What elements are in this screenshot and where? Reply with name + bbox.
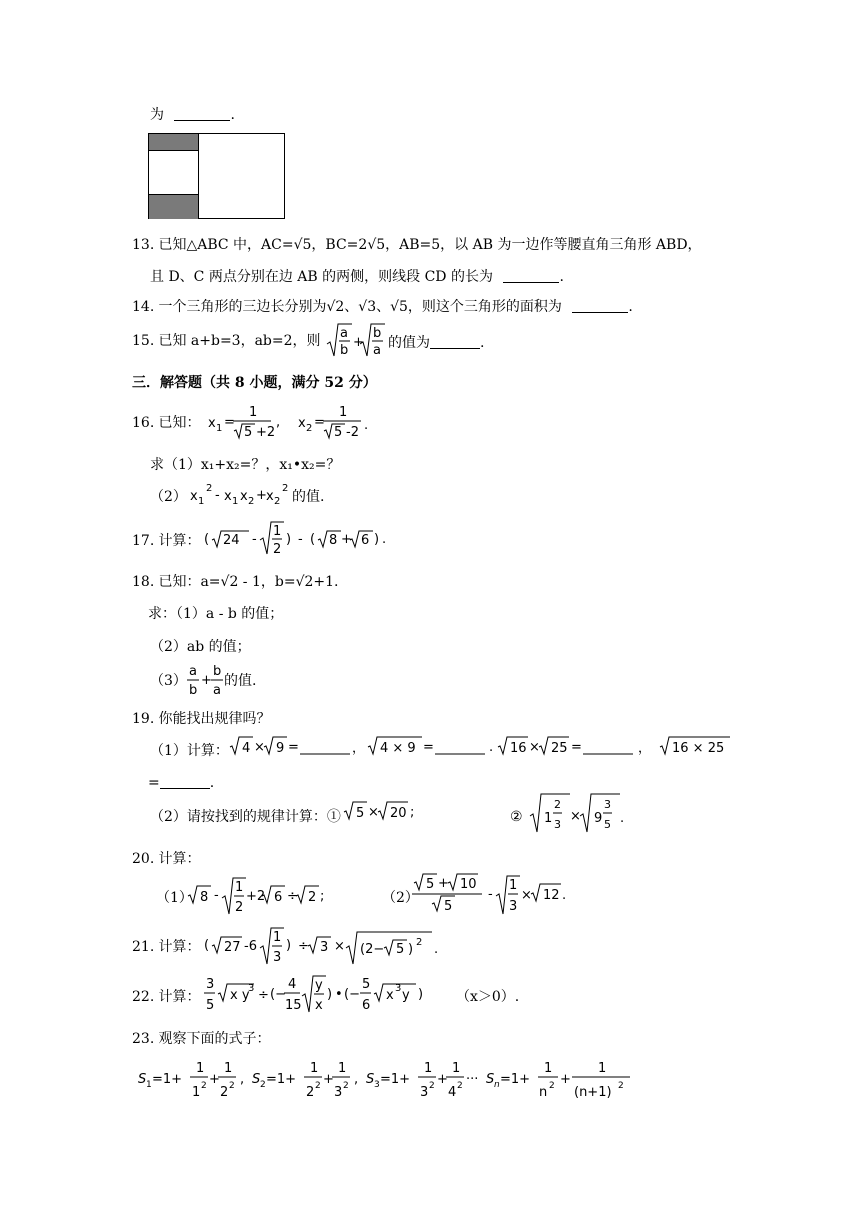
svg-text:2: 2 xyxy=(235,900,244,915)
svg-text:3: 3 xyxy=(604,798,611,811)
svg-text:4 × 9: 4 × 9 xyxy=(380,741,416,756)
svg-text:1: 1 xyxy=(196,1061,205,1076)
svg-text:12: 12 xyxy=(543,888,560,903)
svg-text:): ) xyxy=(374,532,380,547)
svg-text:÷: ÷ xyxy=(287,889,298,904)
svg-text:a: a xyxy=(340,326,348,341)
q20-sub2-formula xyxy=(410,874,580,920)
svg-text:.: . xyxy=(364,418,369,433)
q17-line xyxy=(132,534,200,548)
svg-text:27: 27 xyxy=(224,940,241,955)
svg-text:1: 1 xyxy=(224,1061,233,1076)
svg-text:15: 15 xyxy=(285,998,302,1013)
svg-text:2: 2 xyxy=(248,496,255,507)
svg-text:,: , xyxy=(354,1072,359,1087)
svg-text:×: × xyxy=(334,939,345,954)
q14-text: 一个三角形的三边长分别为√2、√3、√5，则这个三角形的面积为 xyxy=(158,299,562,315)
q18-number: 18. xyxy=(132,574,155,590)
svg-text:24: 24 xyxy=(223,533,240,548)
q16-line xyxy=(132,416,200,430)
svg-text:1: 1 xyxy=(544,1061,553,1076)
svg-text:n: n xyxy=(539,1085,548,1100)
svg-text:3: 3 xyxy=(554,818,561,831)
q18-intro: 已知：a=√2 - 1，b=√2+1. xyxy=(158,574,339,590)
svg-text:5: 5 xyxy=(604,818,611,831)
svg-text:+: + xyxy=(437,1072,448,1087)
q20-number: 20. xyxy=(132,851,155,867)
svg-text:6: 6 xyxy=(362,998,371,1013)
q16-sub1: 求（1）x₁+x₂=？，x₁•x₂=？ xyxy=(150,457,341,473)
svg-text:b: b xyxy=(189,683,198,698)
svg-text:=: = xyxy=(224,415,235,430)
svg-text:1: 1 xyxy=(598,1061,607,1076)
svg-text:a: a xyxy=(373,343,381,358)
svg-text:(n+1): (n+1) xyxy=(574,1085,612,1100)
q13-period: . xyxy=(559,269,564,285)
svg-text:x: x xyxy=(266,489,274,504)
svg-text:=: = xyxy=(571,740,582,755)
svg-text:.: . xyxy=(620,811,625,826)
svg-text:.: . xyxy=(562,888,567,903)
q19-line2 xyxy=(148,774,214,790)
svg-text:S: S xyxy=(138,1072,147,1087)
svg-text:+: + xyxy=(323,1072,334,1087)
svg-text:.: . xyxy=(382,532,387,547)
svg-text:2: 2 xyxy=(201,1081,207,1091)
q19-sub2-formula-1 xyxy=(342,799,442,829)
shaded-top-square xyxy=(149,134,198,151)
svg-text:5: 5 xyxy=(396,942,405,957)
q21-line xyxy=(132,940,200,954)
svg-text:3: 3 xyxy=(509,899,518,914)
q13-line2 xyxy=(150,268,564,284)
svg-text:，: ， xyxy=(638,741,652,756)
q19-sub2-formula-2 xyxy=(528,792,638,838)
q15-line xyxy=(132,334,321,348)
svg-text:(: ( xyxy=(204,938,210,953)
svg-text:S: S xyxy=(366,1072,375,1087)
q19-intro: 你能找出规律吗？ xyxy=(158,711,271,727)
svg-text:): ) xyxy=(327,987,333,1002)
q19-sub2-prefix: （2）请按找到的规律计算：① xyxy=(150,809,341,825)
svg-text:2: 2 xyxy=(282,483,289,494)
svg-text:8: 8 xyxy=(329,533,338,548)
q19-equals: = xyxy=(148,775,160,791)
q18-sub3-prefix: （3） xyxy=(150,673,187,689)
svg-text:): ) xyxy=(408,942,414,957)
answer-blank[interactable] xyxy=(160,774,210,789)
q22-intro: 计算： xyxy=(158,989,201,1005)
svg-text:S: S xyxy=(486,1072,495,1087)
svg-text:x: x xyxy=(208,416,216,431)
q19-number: 19. xyxy=(132,711,155,727)
svg-text:b: b xyxy=(373,326,382,341)
q18-sub1: 求：（1）a - b 的值； xyxy=(148,606,284,622)
svg-text:5: 5 xyxy=(426,877,435,892)
svg-text:5: 5 xyxy=(244,425,253,440)
svg-text:4: 4 xyxy=(288,977,297,992)
svg-text:.: . xyxy=(489,740,494,755)
svg-text:×: × xyxy=(521,888,532,903)
svg-text:×: × xyxy=(254,740,265,755)
svg-text:1: 1 xyxy=(273,524,282,539)
svg-text:1: 1 xyxy=(273,930,282,945)
q21-formula xyxy=(204,926,454,970)
svg-text:1: 1 xyxy=(424,1061,433,1076)
q20-sub2-prefix: （2） xyxy=(382,890,419,906)
svg-text:10: 10 xyxy=(460,877,477,892)
svg-text:2: 2 xyxy=(273,542,282,557)
svg-text:x: x xyxy=(240,489,248,504)
svg-text:x: x xyxy=(298,416,306,431)
svg-text:5: 5 xyxy=(334,425,343,440)
svg-text:+2: +2 xyxy=(256,425,276,440)
q21-number: 21. xyxy=(132,939,155,955)
svg-text:y: y xyxy=(315,978,323,993)
svg-text:8: 8 xyxy=(200,890,209,905)
q13-text-1: 已知△ABC 中，AC=√5，BC=2√5，AB=5，以 AB 为一边作等腰直角三角形 ABD， xyxy=(158,237,702,253)
svg-text:-: - xyxy=(215,488,220,503)
svg-text:=: = xyxy=(288,740,299,755)
svg-text:2: 2 xyxy=(549,1081,555,1091)
q13-text-2: 且 D、C 两点分别在边 AB 的两侧，则线段 CD 的长为 xyxy=(150,269,493,285)
svg-text:2: 2 xyxy=(618,1081,624,1091)
svg-text:20: 20 xyxy=(390,806,407,821)
svg-text:S: S xyxy=(252,1072,261,1087)
svg-text:1: 1 xyxy=(192,1085,201,1100)
svg-text:-6: -6 xyxy=(244,939,257,954)
q16-formula xyxy=(206,402,386,442)
svg-text:2: 2 xyxy=(457,1081,463,1091)
q23-number: 23. xyxy=(132,1031,155,1047)
q15-formula xyxy=(326,322,388,362)
svg-text:=1+: =1+ xyxy=(500,1072,531,1087)
q22-formula xyxy=(204,974,460,1020)
svg-text:1: 1 xyxy=(235,880,244,895)
svg-text:5: 5 xyxy=(206,998,215,1013)
svg-text:+: + xyxy=(438,876,449,891)
q19-line xyxy=(132,712,270,726)
svg-text:-2: -2 xyxy=(346,425,359,440)
svg-text:9: 9 xyxy=(276,741,285,756)
svg-text:3: 3 xyxy=(374,1080,380,1090)
svg-text:9: 9 xyxy=(594,811,603,826)
q22-number: 22. xyxy=(132,989,155,1005)
svg-text:1: 1 xyxy=(509,878,518,893)
svg-text:x: x xyxy=(224,489,232,504)
svg-text:2: 2 xyxy=(220,1085,229,1100)
svg-text:1: 1 xyxy=(338,1061,347,1076)
svg-text:16 × 25: 16 × 25 xyxy=(672,741,725,756)
svg-text:3: 3 xyxy=(334,1085,343,1100)
q16-number: 16. xyxy=(132,415,155,431)
q19-period-2: . xyxy=(209,775,215,791)
svg-text:-: - xyxy=(298,532,303,547)
svg-text:2: 2 xyxy=(308,890,317,905)
svg-text:1: 1 xyxy=(452,1061,461,1076)
svg-text:1: 1 xyxy=(198,496,205,507)
svg-text:(−: (− xyxy=(344,987,360,1002)
q15-period: . xyxy=(480,335,485,351)
svg-text:2: 2 xyxy=(554,798,561,811)
svg-text:3: 3 xyxy=(273,950,282,965)
q18-line xyxy=(132,575,339,589)
svg-text:(: ( xyxy=(310,532,316,547)
svg-text:2: 2 xyxy=(315,1081,321,1091)
svg-text:+: + xyxy=(256,488,267,503)
answer-blank[interactable] xyxy=(174,106,230,121)
svg-text:6: 6 xyxy=(274,890,283,905)
q19-circle-2: ② xyxy=(510,809,523,825)
svg-text:+: + xyxy=(341,532,352,547)
svg-text:3: 3 xyxy=(320,940,329,955)
svg-text:×: × xyxy=(368,805,379,820)
svg-text:;: ; xyxy=(410,805,415,820)
svg-text:.: . xyxy=(434,942,439,957)
q17-intro: 计算： xyxy=(158,533,201,549)
svg-text:+: + xyxy=(560,1072,571,1087)
q16-sub2-prefix: （2） xyxy=(150,489,187,505)
q12-text: 为 xyxy=(150,107,164,123)
svg-text:x y: x y xyxy=(230,988,250,1003)
svg-text:): ) xyxy=(418,987,424,1002)
q18-sub2: （2）ab 的值； xyxy=(150,639,251,655)
svg-text:=: = xyxy=(423,740,434,755)
svg-text:+: + xyxy=(353,335,364,350)
svg-text:•: • xyxy=(335,987,343,1002)
q13-number: 13. xyxy=(132,237,155,253)
q15-tail xyxy=(388,334,484,350)
svg-text:1: 1 xyxy=(232,496,239,507)
svg-text:5: 5 xyxy=(356,806,365,821)
svg-text:6: 6 xyxy=(361,533,370,548)
svg-text:=: = xyxy=(314,415,325,430)
svg-text:2: 2 xyxy=(206,483,213,494)
svg-text:×: × xyxy=(570,809,581,824)
svg-text:···: ··· xyxy=(466,1072,479,1087)
svg-text:1: 1 xyxy=(146,1080,152,1090)
svg-text:-: - xyxy=(252,532,257,547)
svg-text:2: 2 xyxy=(229,1081,235,1091)
q14-number: 14. xyxy=(132,299,155,315)
answer-blank[interactable] xyxy=(572,298,628,313)
svg-text:16: 16 xyxy=(510,741,527,756)
q17-number: 17. xyxy=(132,533,155,549)
svg-text:,: , xyxy=(240,1072,245,1087)
svg-text:): ) xyxy=(286,532,292,547)
q12-period: . xyxy=(230,107,235,123)
section-3-title: 三．解答题（共 8 小题，满分 52 分） xyxy=(132,375,377,391)
q22-line xyxy=(132,990,200,1004)
svg-text:a: a xyxy=(213,683,221,698)
svg-text:1: 1 xyxy=(544,811,553,826)
answer-blank[interactable] xyxy=(503,268,559,283)
svg-text:2: 2 xyxy=(429,1081,435,1091)
q15-number: 15. xyxy=(132,333,155,349)
svg-text:;: ; xyxy=(320,889,325,904)
svg-text:2: 2 xyxy=(343,1081,349,1091)
svg-text:÷: ÷ xyxy=(258,988,269,1003)
svg-text:): ) xyxy=(286,938,292,953)
q17-formula xyxy=(204,520,400,562)
q21-intro: 计算： xyxy=(158,939,201,955)
shaded-bottom-square xyxy=(149,194,198,219)
svg-text:y: y xyxy=(402,988,410,1003)
svg-text:(−: (− xyxy=(270,987,286,1002)
svg-text:b: b xyxy=(213,664,222,679)
svg-text:4: 4 xyxy=(242,741,251,756)
q13-line1 xyxy=(132,238,702,252)
svg-text:2: 2 xyxy=(260,1080,266,1090)
svg-text:a: a xyxy=(189,664,197,679)
q15-text: 已知 a+b=3，ab=2，则 xyxy=(158,333,321,349)
rectangle-figure xyxy=(148,133,285,219)
svg-text:x: x xyxy=(315,998,323,1013)
q15-text-after: 的值为 xyxy=(388,335,430,351)
svg-text:n: n xyxy=(494,1080,500,1090)
q20-sub1-formula xyxy=(186,876,346,920)
q18-sub3-suffix: 的值. xyxy=(224,673,257,689)
svg-text:-: - xyxy=(214,888,219,903)
svg-text:b: b xyxy=(340,343,349,358)
svg-text:25: 25 xyxy=(551,741,568,756)
answer-blank[interactable] xyxy=(430,334,480,349)
svg-text:2: 2 xyxy=(416,937,423,948)
svg-text:=1+: =1+ xyxy=(266,1072,297,1087)
q19-sub1-prefix: （1）计算： xyxy=(150,743,229,759)
svg-text:-: - xyxy=(488,887,493,902)
svg-text:x: x xyxy=(190,489,198,504)
svg-text:5: 5 xyxy=(362,977,371,992)
q20-intro: 计算： xyxy=(158,851,201,867)
svg-text:1: 1 xyxy=(339,405,348,420)
q23-line xyxy=(132,1032,270,1046)
q20-line xyxy=(132,852,200,866)
q23-formula xyxy=(136,1058,646,1106)
svg-text:5: 5 xyxy=(444,899,453,914)
svg-text:×: × xyxy=(529,740,540,755)
svg-text:3: 3 xyxy=(420,1085,429,1100)
svg-text:2: 2 xyxy=(306,1085,315,1100)
svg-text:=1+: =1+ xyxy=(152,1072,183,1087)
svg-text:1: 1 xyxy=(249,405,258,420)
svg-text:3: 3 xyxy=(395,983,402,994)
svg-text:，: ， xyxy=(352,741,366,756)
q22-condition: （x＞0）. xyxy=(456,989,520,1005)
q14-line xyxy=(132,298,633,314)
q14-period: . xyxy=(628,299,633,315)
svg-text:+: + xyxy=(201,673,212,688)
svg-text:(2−: (2− xyxy=(360,942,385,957)
q16-intro: 已知： xyxy=(158,415,201,431)
svg-text:3: 3 xyxy=(206,977,215,992)
svg-text:x: x xyxy=(386,988,394,1003)
q12-tail xyxy=(150,106,235,122)
svg-text:1: 1 xyxy=(310,1061,319,1076)
svg-text:1: 1 xyxy=(216,423,223,434)
figure-left-column xyxy=(149,134,199,218)
svg-text:4: 4 xyxy=(448,1085,457,1100)
q19-sub1-formula xyxy=(228,734,738,764)
svg-text:3: 3 xyxy=(248,983,255,994)
q20-sub1-prefix: （1） xyxy=(156,890,193,906)
q23-intro: 观察下面的式子： xyxy=(158,1031,271,1047)
svg-text:2: 2 xyxy=(274,496,281,507)
svg-text:(: ( xyxy=(204,532,210,547)
svg-text:,: , xyxy=(276,415,281,430)
svg-text:÷: ÷ xyxy=(298,939,309,954)
svg-text:2: 2 xyxy=(306,423,313,434)
svg-text:+2: +2 xyxy=(246,889,266,904)
q16-sub2-suffix: 的值. xyxy=(292,489,325,505)
svg-text:=1+: =1+ xyxy=(380,1072,411,1087)
svg-text:+: + xyxy=(209,1072,220,1087)
